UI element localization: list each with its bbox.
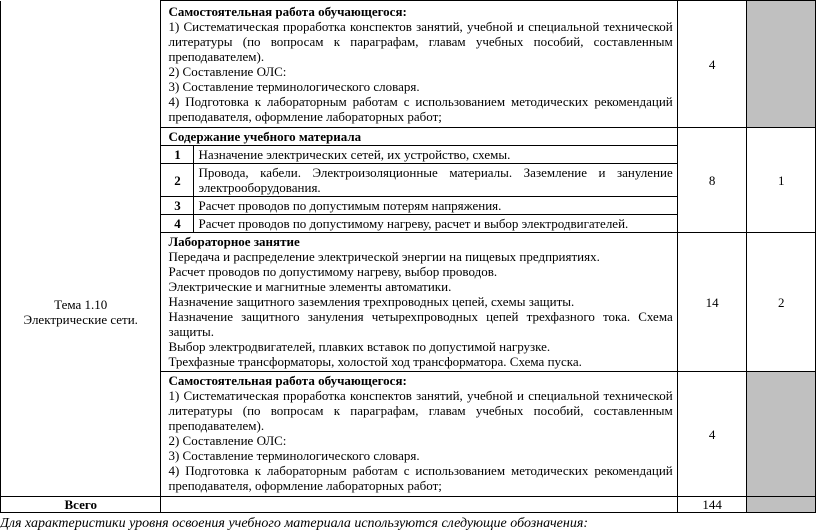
total-hours: 144 [677, 497, 747, 513]
self-work-line-2: 2) Составление ОЛС: [168, 433, 287, 448]
content-item [161, 146, 676, 164]
lab-title: Лабораторное занятие [168, 234, 300, 249]
content-item [161, 215, 676, 233]
self-work-hours: 4 [677, 372, 747, 497]
self-work-line-3: 3) Составление терминологического словаря. [168, 448, 420, 463]
top-self-work-line-4: 4) Подготовка к лабораторным работам с использованием методических рекомендаций преподавателя, оформление лабораторных работ; [168, 94, 673, 124]
total-level-grey [747, 497, 816, 513]
content-item [161, 164, 676, 197]
self-work-line-1: 1) Систематическая проработка конспектов занятий, учебной и специальной технической литературы (по вопросам к параграфам, главам учебных пособий, составленным преподавателем). [168, 388, 673, 433]
content-item-num: 2 [161, 164, 194, 197]
top-self-work-hours: 4 [677, 1, 747, 128]
top-self-work-title: Самостоятельная работа обучающегося: [168, 4, 407, 19]
content-item-text: Расчет проводов по допустимым потерям напряжения. [194, 197, 677, 215]
total-empty [161, 497, 677, 513]
total-row [1, 497, 816, 513]
content-item-text: Расчет проводов по допустимому нагреву, расчет и выбор электродвигателей. [194, 215, 677, 233]
content-item-text: Провода, кабели. Электроизоляционные материалы. Заземление и зануление электрооборудования. [194, 164, 677, 197]
footer-note: Для характеристики уровня освоения учебного материала используются следующие обозначения: [0, 516, 588, 531]
self-work-title: Самостоятельная работа обучающегося: [168, 373, 407, 388]
lab-line-5: Назначение защитного зануления четырехпроводных цепей трехфазного тока. Схема защиты. [168, 309, 673, 339]
lab-line-7: Трехфазные трансформаторы, холостой ход трансформатора. Схема пуска. [168, 354, 582, 369]
top-self-work-line-1: 1) Систематическая проработка конспектов занятий, учебной и специальной технической литературы (по вопросам к параграфам, главам учебных пособий, составленным преподавателем). [168, 19, 673, 64]
content-cell [161, 128, 677, 233]
lab-line-6: Выбор электродвигателей, плавких вставок по допустимой нагрузке. [168, 339, 551, 354]
top-self-work-cell [161, 1, 677, 128]
top-self-work-row [1, 1, 816, 128]
self-work-cell [161, 372, 677, 497]
content-item-num: 4 [161, 215, 194, 233]
lab-level: 2 [747, 233, 816, 372]
topic-number: Тема 1.10 [54, 296, 108, 312]
content-item [161, 197, 676, 215]
lab-line-4: Назначение защитного заземления трехпроводных цепей, схемы защиты. [168, 294, 575, 309]
self-work-level-grey [747, 372, 816, 497]
self-work-line-4: 4) Подготовка к лабораторным работам с использованием методических рекомендаций преподавателя, оформление лабораторных работ; [168, 463, 673, 493]
topic-cell [1, 128, 161, 497]
lab-line-1: Передача и распределение электрической энергии на пищевых предприятиях. [168, 249, 600, 264]
lab-cell [161, 233, 677, 372]
lab-hours: 14 [677, 233, 747, 372]
content-level: 1 [747, 128, 816, 233]
top-level-grey [747, 1, 816, 128]
content-hours: 8 [677, 128, 747, 233]
lab-line-2: Расчет проводов по допустимому нагреву, выбор проводов. [168, 264, 498, 279]
content-item-num: 3 [161, 197, 194, 215]
total-label: Всего [1, 497, 161, 513]
content-item-num: 1 [161, 146, 194, 164]
topic-title: Электрические сети. [23, 311, 138, 327]
topic-cell-empty [1, 1, 161, 128]
lab-line-3: Электрические и магнитные элементы автоматики. [168, 279, 452, 294]
top-self-work-line-3: 3) Составление терминологического словаря. [168, 79, 420, 94]
content-items-table [161, 145, 676, 232]
content-title: Содержание учебного материала [168, 129, 362, 144]
top-self-work-line-2: 2) Составление ОЛС: [168, 64, 287, 79]
content-row [1, 128, 816, 233]
content-item-text: Назначение электрических сетей, их устройство, схемы. [194, 146, 677, 164]
